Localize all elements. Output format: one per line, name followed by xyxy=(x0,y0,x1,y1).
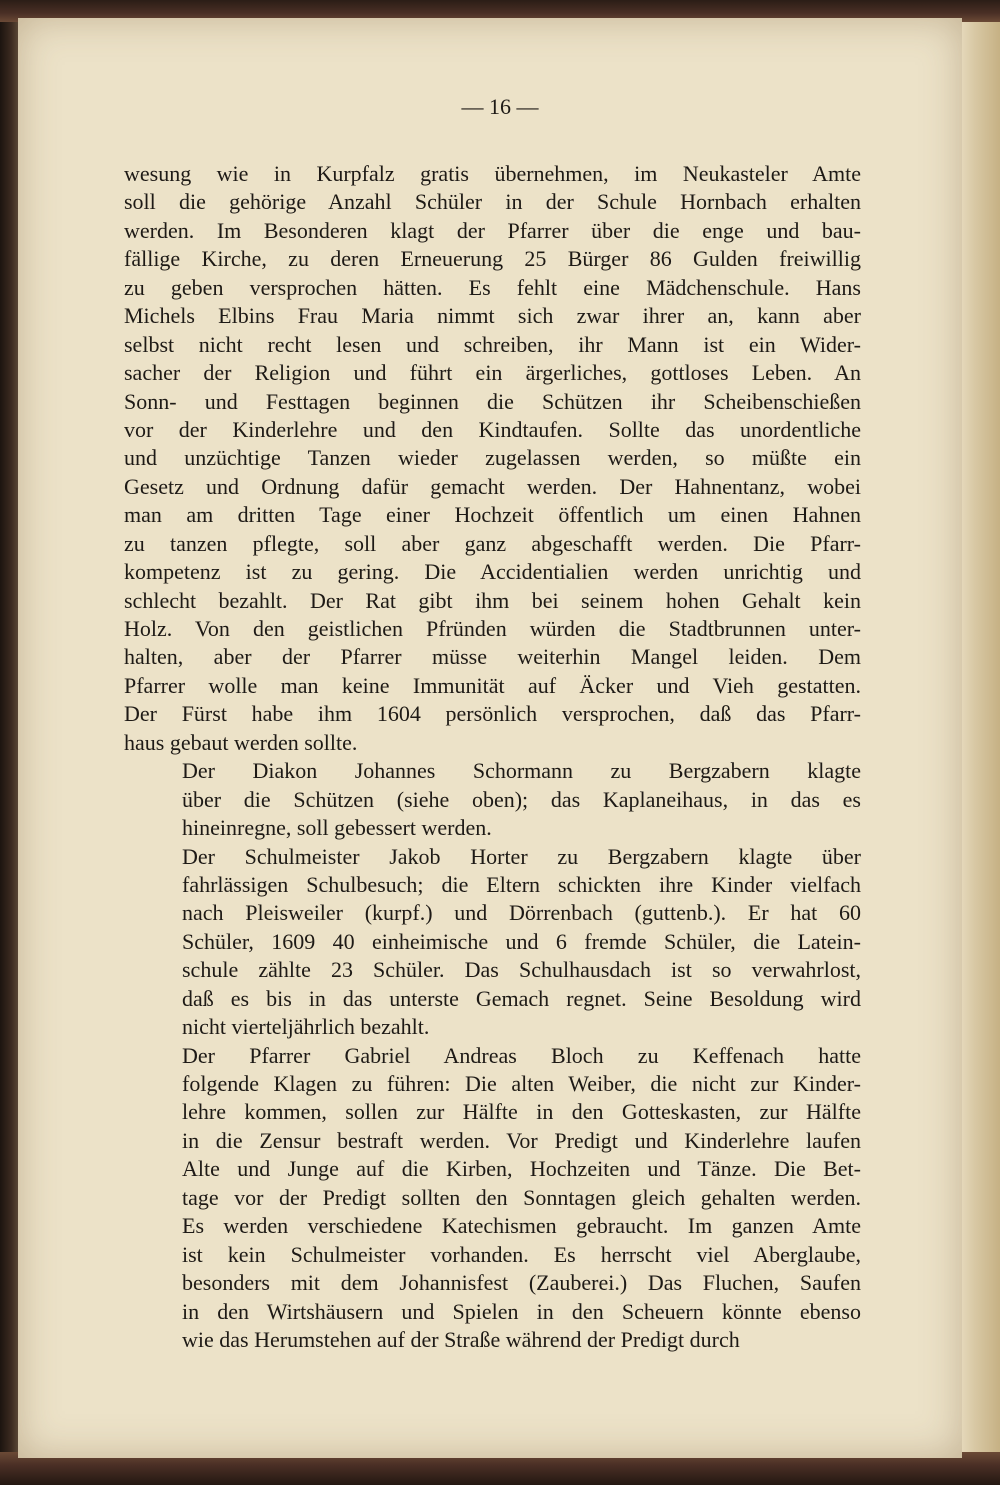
text-line: wesung wie in Kurpfalz gratis übernehmen, im Neukasteler Amte xyxy=(124,161,861,186)
text-line: nach Pleisweiler (kurpf.) und Dörrenbach (guttenb.). Er hat 60 xyxy=(182,900,861,926)
text-line: Gesetz und Ordnung dafür gemacht werden. Der Hahnentanz, wobei xyxy=(124,473,861,499)
page-edges-right xyxy=(958,0,1000,1485)
text-line: Michels Elbins Frau Maria nimmt sich zwar ihrer an, kann aber xyxy=(124,303,861,329)
text-line: besonders mit dem Johannisfest (Zauberei.) Das Fluchen, Saufen xyxy=(182,1270,861,1296)
text-line: man am dritten Tage einer Hochzeit öffentlich um einen Hahnen xyxy=(124,502,861,528)
text-line: selbst nicht recht lesen und schreiben, ihr Mann ist ein Wider- xyxy=(124,331,861,357)
text-line: haus gebaut werden sollte. xyxy=(124,729,358,755)
text-line: Der Fürst habe ihm 1604 persönlich versprochen, daß das Pfarr- xyxy=(124,701,861,727)
text-line: fahrlässigen Schulbesuch; die Eltern schickten ihre Kinder vielfach xyxy=(182,871,861,897)
text-line: soll die gehörige Anzahl Schüler in der Schule Hornbach erhalten xyxy=(124,189,861,215)
page-number: — 16 — xyxy=(461,94,539,119)
text-line: Der Pfarrer Gabriel Andreas Bloch zu Keffenach hatte xyxy=(182,1042,861,1068)
text-line: folgende Klagen zu führen: Die alten Weiber, die nicht zur Kinder- xyxy=(182,1071,861,1096)
text-line: schlecht bezahlt. Der Rat gibt ihm bei seinem hohen Gehalt kein xyxy=(124,587,861,613)
paragraph-1 xyxy=(124,160,861,757)
text-line: Alte und Junge auf die Kirben, Hochzeiten und Tänze. Die Bet- xyxy=(182,1156,861,1182)
text-line: sacher der Religion und führt ein ärgerliches, gottloses Leben. An xyxy=(124,360,861,386)
text-line: über die Schützen (siehe oben); das Kaplaneihaus, in das es xyxy=(182,786,861,812)
text-line: Der Schulmeister Jakob Horter zu Bergzabern klagte über xyxy=(182,843,861,869)
text-line: fällige Kirche, zu deren Erneuerung 25 Bürger 86 Gulden freiwillig xyxy=(124,246,861,272)
text-line: Schüler, 1609 40 einheimische und 6 fremde Schüler, die Latein- xyxy=(182,928,861,954)
text-line: vor der Kinderlehre und den Kindtaufen. Sollte das unordentliche xyxy=(124,416,861,442)
text-line: hineinregne, soll gebessert werden. xyxy=(182,815,492,841)
text-line: Der Diakon Johannes Schormann zu Bergzabern klagte xyxy=(182,758,861,784)
text-line: nicht vierteljährlich bezahlt. xyxy=(182,1014,430,1040)
text-line: wie das Herumstehen auf der Straße während der Predigt durch xyxy=(182,1326,740,1352)
text-line: in die Zensur bestraft werden. Vor Predigt und Kinderlehre laufen xyxy=(182,1127,861,1153)
text-line: tage vor der Predigt sollten den Sonntagen gleich gehalten werden. xyxy=(182,1184,861,1210)
body-text xyxy=(124,160,861,1354)
text-line: zu tanzen pflegte, soll aber ganz abgeschafft werden. Die Pfarr- xyxy=(124,530,861,556)
text-line: und unzüchtige Tanzen wieder zugelassen werden, so müßte ein xyxy=(124,445,861,471)
text-line: Pfarrer wolle man keine Immunität auf Äcker und Vieh gestatten. xyxy=(124,672,861,698)
text-line: halten, aber der Pfarrer müsse weiterhin Mangel leiden. Dem xyxy=(124,644,861,670)
paragraph-2 xyxy=(124,757,861,842)
paragraph-4 xyxy=(124,1042,861,1355)
text-line: kompetenz ist zu gering. Die Accidentialien werden unrichtig und xyxy=(124,559,861,585)
text-line: Holz. Von den geistlichen Pfründen würden die Stadtbrunnen unter- xyxy=(124,616,861,641)
text-line: werden. Im Besonderen klagt der Pfarrer über die enge und bau- xyxy=(124,217,861,243)
text-line: ist kein Schulmeister vorhanden. Es herrscht viel Aberglaube, xyxy=(182,1241,861,1267)
text-line: Es werden verschiedene Katechismen gebraucht. Im ganzen Amte xyxy=(182,1213,861,1239)
text-line: lehre kommen, sollen zur Hälfte in den Gotteskasten, zur Hälfte xyxy=(182,1099,861,1125)
paragraph-3 xyxy=(124,843,861,1042)
text-line: schule zählte 23 Schüler. Das Schulhausdach ist so verwahrlost, xyxy=(182,957,861,983)
text-line: daß es bis in das unterste Gemach regnet. Seine Besoldung wird xyxy=(182,985,861,1011)
text-line: zu geben versprochen hätten. Es fehlt eine Mädchenschule. Hans xyxy=(124,274,861,300)
text-line: Sonn- und Festtagen beginnen die Schützen ihr Scheibenschießen xyxy=(124,388,861,414)
text-line: in den Wirtshäusern und Spielen in den Scheuern könnte ebenso xyxy=(182,1298,861,1324)
